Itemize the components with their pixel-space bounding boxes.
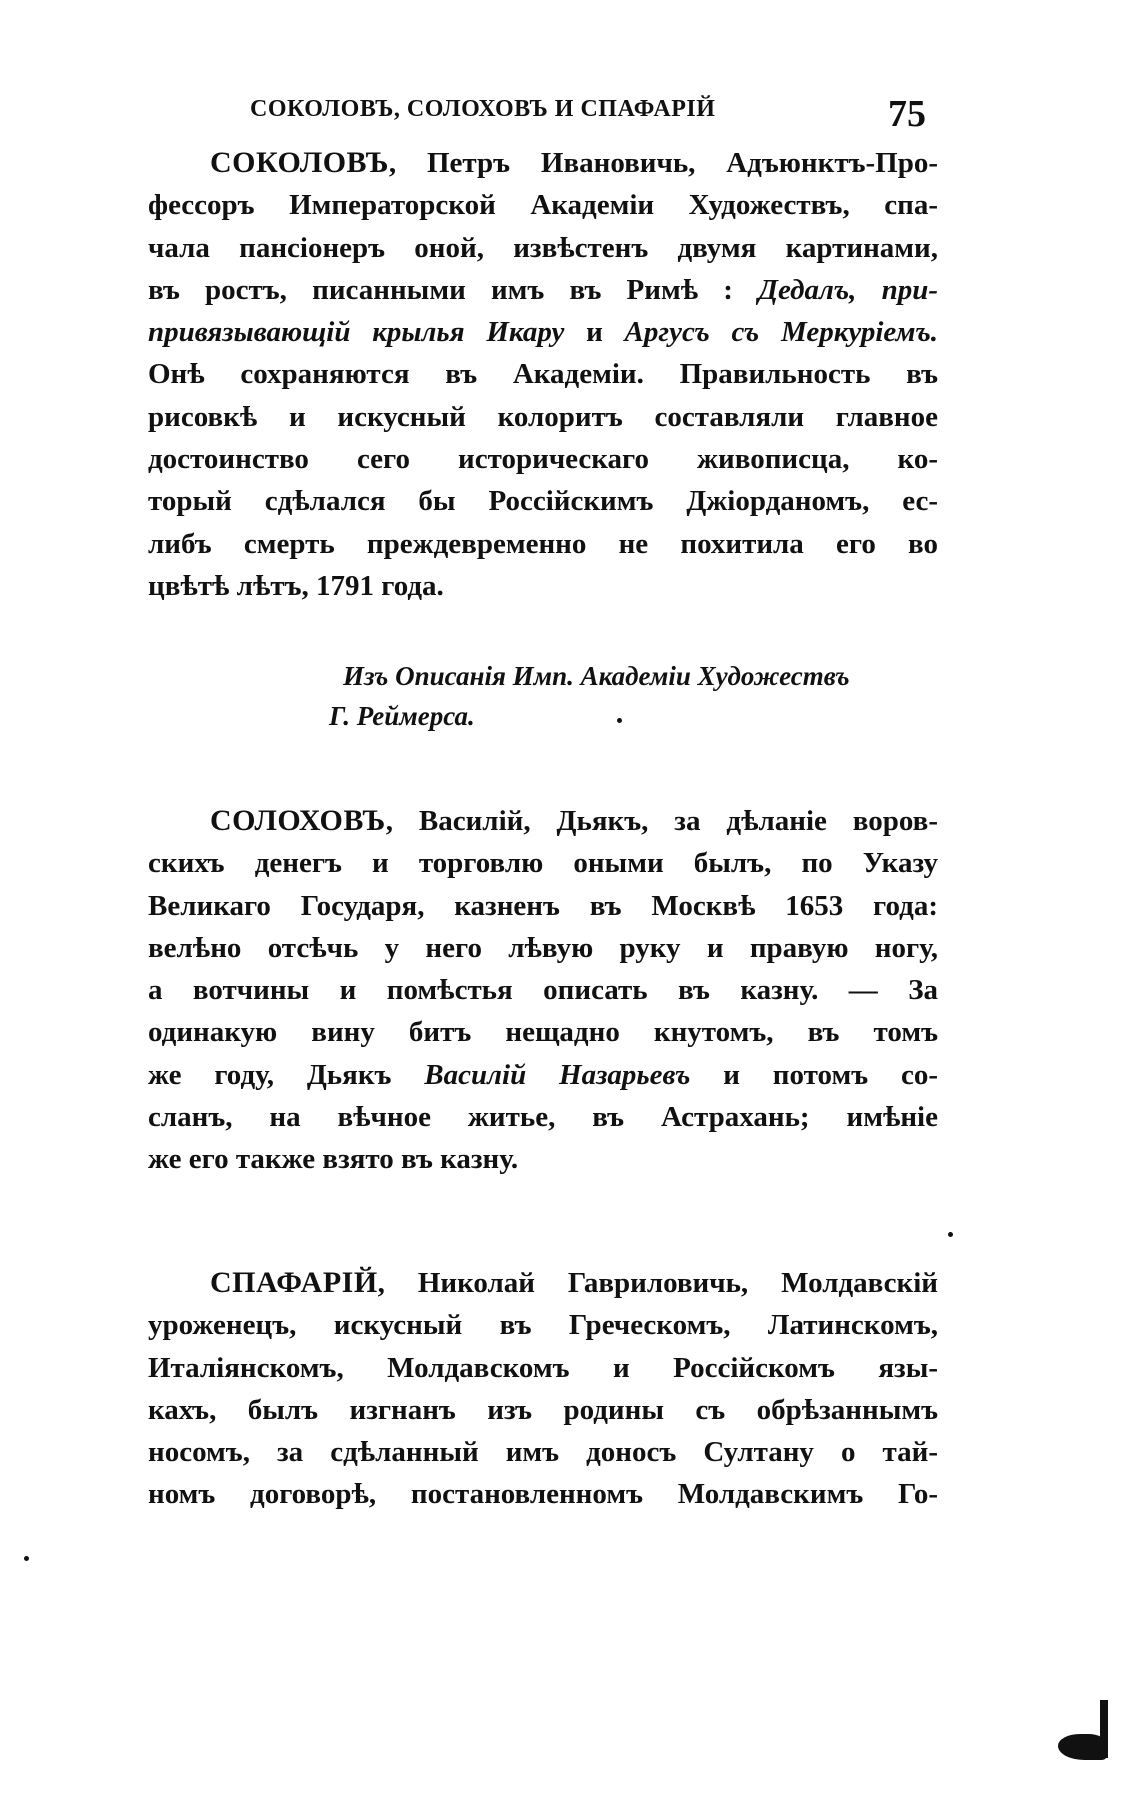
- entry-solokhov: [148, 800, 938, 1181]
- text-line: привязывающій крылья Икару и Аргусъ съ Меркуріемъ.: [148, 316, 938, 349]
- scan-speck: [24, 1556, 29, 1561]
- text-line: номъ договорѣ, постановленномъ Молдавскимъ Го-: [148, 1478, 938, 1511]
- scan-artifact: [1058, 1734, 1106, 1760]
- text-line: одинакую вину битъ нещадно кнутомъ, въ томъ: [148, 1016, 938, 1049]
- source-line: Г. Реймерса.: [329, 701, 475, 731]
- text-line: Онѣ сохраняются въ Академіи. Правильность въ: [148, 358, 938, 391]
- italic-title: Дедалъ, при-: [758, 273, 938, 306]
- page-number: 75: [888, 93, 926, 135]
- text-line: либъ смерть преждевременно не похитила его во: [148, 527, 938, 560]
- text-line: рисовкѣ и искусный колоритъ составляли главное: [148, 400, 938, 433]
- text-line: чала пансіонеръ оной, извѣстенъ двумя картинами,: [148, 231, 938, 264]
- text-line: СОЛОХОВЪ, Василій, Дьякъ, за дѣланіе воров-: [210, 804, 938, 837]
- text-line: скихъ денегъ и торговлю оными былъ, по Указу: [148, 847, 938, 880]
- text-line: Италіянскомъ, Молдавскомъ и Россійскомъ язы-: [148, 1351, 938, 1384]
- italic-name: Василій Назарьевъ: [424, 1058, 691, 1091]
- text-line: а вотчины и помѣстья описать въ казну. — За: [148, 974, 938, 1007]
- italic-title: Аргусъ съ Меркуріемъ.: [624, 316, 938, 349]
- text-line: СОКОЛОВЪ, Петръ Ивановичь, Адъюнктъ-Про-: [210, 146, 938, 179]
- text-line: же его также взято въ казну.: [148, 1143, 519, 1176]
- headword: СОКОЛОВЪ: [210, 146, 389, 179]
- text-line: велѣно отсѣчь у него лѣвую руку и правую ногу,: [148, 931, 938, 964]
- source-citation: [329, 656, 938, 736]
- scan-speck: [948, 1232, 953, 1237]
- text-line: уроженецъ, искусный въ Греческомъ, Латинскомъ,: [148, 1309, 938, 1342]
- running-title: СОКОЛОВЪ, СОЛОХОВЪ И СПАФАРІЙ: [250, 96, 716, 122]
- text-line: кахъ, былъ изгнанъ изъ родины съ обрѣзаннымъ: [148, 1393, 938, 1426]
- italic-title: привязывающій крылья Икару: [148, 316, 565, 349]
- entry-spafariy: [148, 1262, 938, 1516]
- entry-sokolov: [148, 142, 938, 607]
- text-line: фессоръ Императорской Академіи Художествъ, спа-: [148, 189, 938, 222]
- text-line: торый сдѣлался бы Россійскимъ Джіорданомъ, ес-: [148, 485, 938, 518]
- scan-speck: [617, 718, 622, 723]
- text-line: цвѣтѣ лѣтъ, 1791 года.: [148, 569, 444, 602]
- source-line: Изъ Описанія Имп. Академіи Художествъ: [343, 661, 850, 691]
- text-line: носомъ, за сдѣланный имъ доносъ Султану о тай-: [148, 1436, 938, 1469]
- text-line: же году, Дьякъ Василій Назарьевъ и потомъ со-: [148, 1058, 938, 1091]
- text-line: въ ростъ, писанными имъ въ Римѣ : Дедалъ, при-: [148, 273, 938, 306]
- text-line: Великаго Государя, казненъ въ Москвѣ 1653 года:: [148, 889, 938, 922]
- text-line: СПАФАРІЙ, Николай Гавриловичь, Молдавскій: [210, 1266, 938, 1299]
- headword: СОЛОХОВЪ: [210, 804, 386, 837]
- text-line: сланъ, на вѣчное житье, въ Астрахань; имѣніе: [148, 1101, 938, 1134]
- headword: СПАФАРІЙ: [210, 1266, 378, 1299]
- text-line: достоинство сего историческаго живописца, ко-: [148, 443, 938, 476]
